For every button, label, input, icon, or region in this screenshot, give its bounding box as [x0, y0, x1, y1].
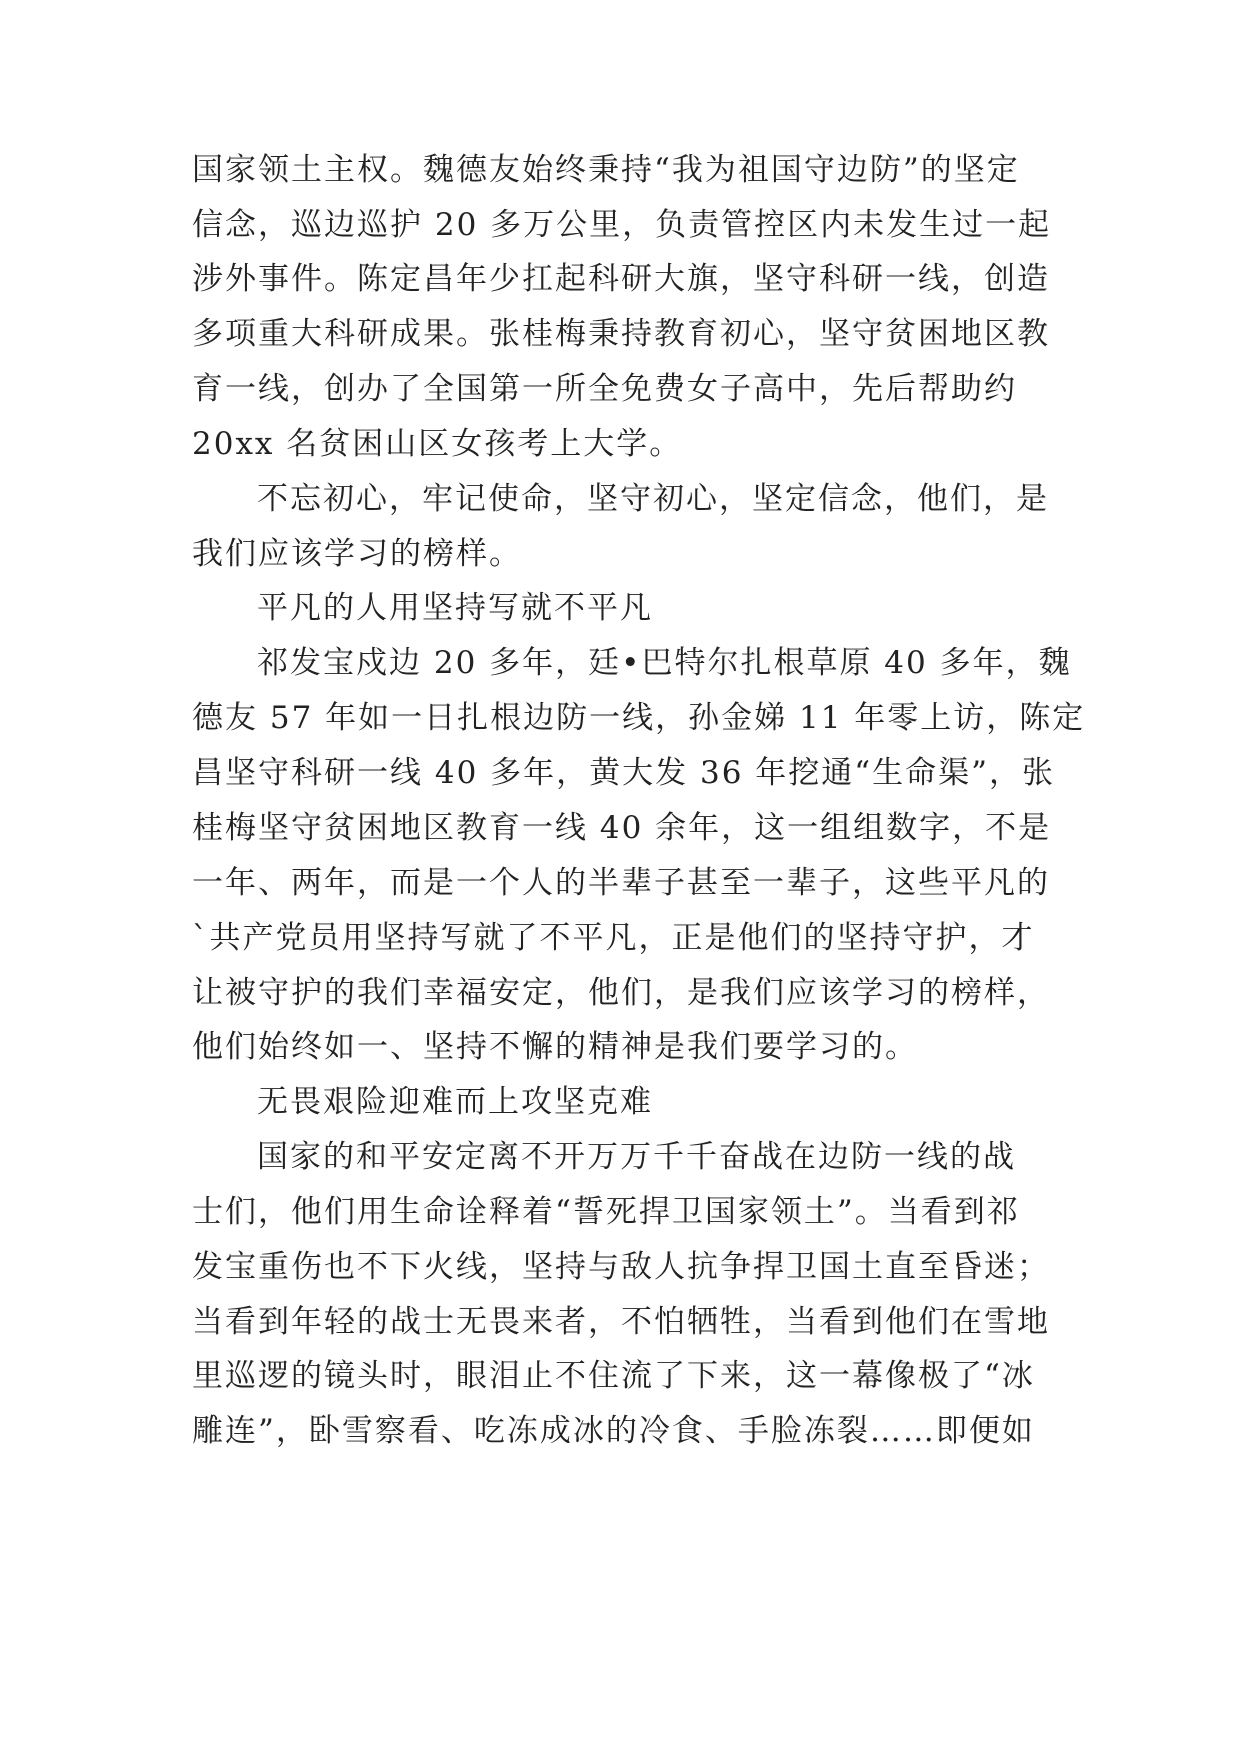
paragraph-line: 雕连”，卧雪察看、吃冻成冰的冷食、手脸冻裂……即便如: [192, 1413, 1035, 1449]
paragraph-line: 多项重大科研成果。张桂梅秉持教育初心，坚守贫困地区教: [192, 316, 1050, 352]
paragraph-line: 德友 57 年如一日扎根边防一线，孙金娣 11 年零上访，陈定: [192, 700, 1086, 736]
paragraph-line: 发宝重伤也不下火线，坚持与敌人抗争捍卫国土直至昏迷；: [192, 1249, 1050, 1285]
paragraph-line: 育一线，创办了全国第一所全免费女子高中，先后帮助约: [192, 371, 1017, 407]
paragraph-line: 涉外事件。陈定昌年少扛起科研大旗，坚守科研一线，创造: [192, 261, 1050, 297]
paragraph-line: 当看到年轻的战士无畏来者，不怕牺牲，当看到他们在雪地: [192, 1304, 1050, 1340]
paragraph-line: 不忘初心，牢记使命，坚守初心，坚定信念，他们，是: [257, 481, 1049, 517]
paragraph-line: 桂梅坚守贫困地区教育一线 40 余年，这一组组数字，不是: [192, 810, 1052, 846]
paragraph-line: 里巡逻的镜头时，眼泪止不住流了下来，这一幕像极了“冰: [192, 1358, 1035, 1394]
section-heading: 平凡的人用坚持写就不平凡: [257, 590, 653, 626]
section-heading: 无畏艰险迎难而上攻坚克难: [257, 1084, 653, 1120]
paragraph-line: 让被守护的我们幸福安定，他们，是我们应该学习的榜样，: [192, 975, 1050, 1011]
paragraph-line: 国家领土主权。魏德友始终秉持“我为祖国守边防”的坚定: [192, 152, 1020, 188]
paragraph-line: 信念，巡边巡护 20 多万公里，负责管控区内未发生过一起: [192, 207, 1052, 243]
paragraph-line: `共产党员用坚持写就了不平凡，正是他们的坚持守护，才: [192, 920, 1035, 956]
paragraph-line: 昌坚守科研一线 40 多年，黄大发 36 年挖通“生命渠”，张: [192, 755, 1056, 791]
paragraph-line: 国家的和平安定离不开万万千千奋战在边防一线的战: [257, 1139, 1016, 1175]
paragraph-line: 我们应该学习的榜样。: [192, 536, 522, 572]
paragraph-line: 祁发宝戍边 20 多年，廷•巴特尔扎根草原 40 多年，魏: [257, 645, 1072, 681]
paragraph-line: 士们，他们用生命诠释着“誓死捍卫国家领土”。当看到祁: [192, 1194, 1020, 1230]
paragraph-line: 一年、两年，而是一个人的半辈子甚至一辈子，这些平凡的: [192, 865, 1050, 901]
paragraph-line: 20xx 名贫困山区女孩考上大学。: [192, 426, 683, 462]
paragraph-line: 他们始终如一、坚持不懈的精神是我们要学习的。: [192, 1029, 918, 1065]
